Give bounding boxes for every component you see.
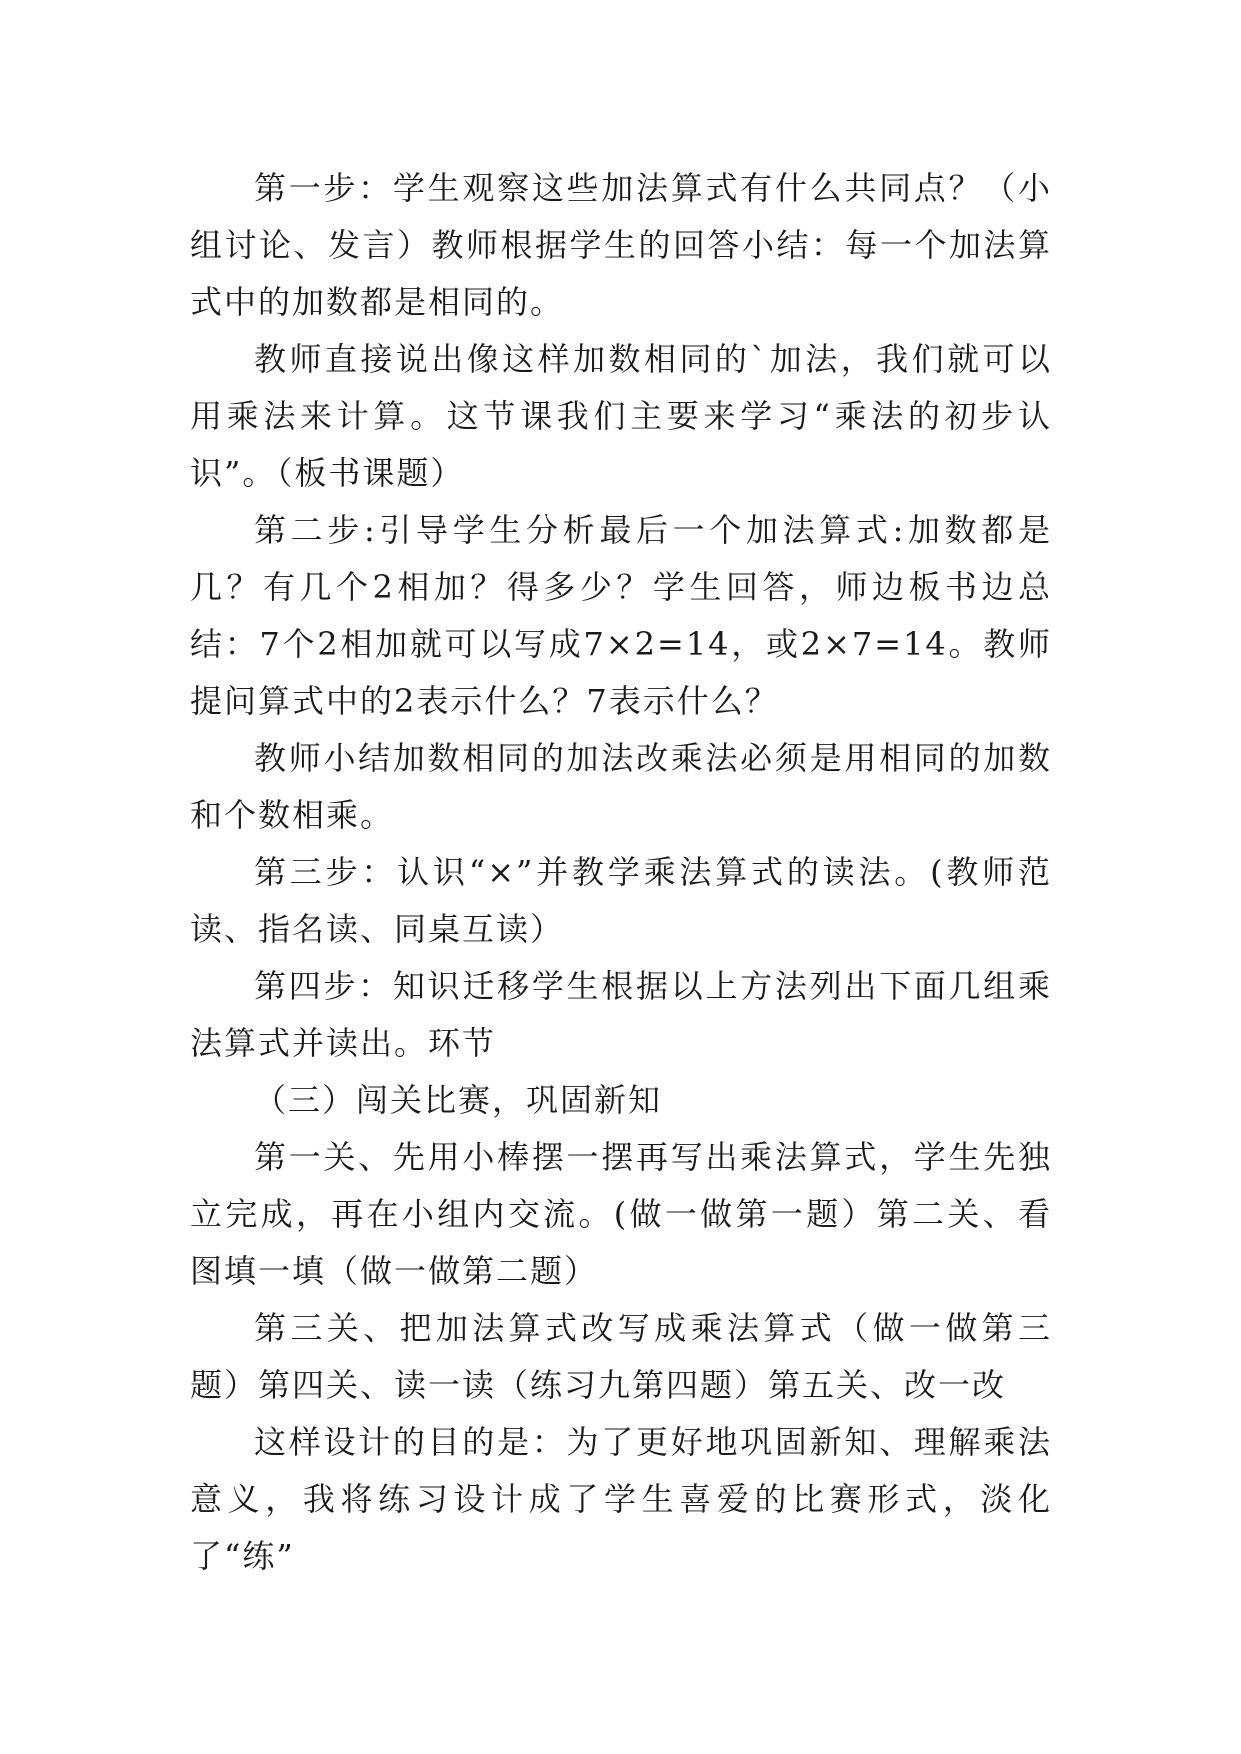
paragraph-teacher-summary: 教师小结加数相同的加法改乘法必须是用相同的加数和个数相乘。	[190, 739, 1052, 834]
paragraph-level-one: 第一关、先用小棒摆一摆再写出乘法算式，学生先独立完成，再在小组内交流。(做一做第一题）第二关、看图填一填（做一做第二题）	[190, 1138, 1052, 1290]
paragraph-step-three: 第三步：认识“×”并教学乘法算式的读法。(教师范读、指名读、同桌互读）	[190, 853, 1052, 948]
paragraph-level-three: 第三关、把加法算式改写成乘法算式（做一做第三题）第四关、读一读（练习九第四题）第五关、改一改	[190, 1309, 1052, 1404]
document-body	[190, 160, 1052, 1585]
paragraph-design-purpose: 这样设计的目的是：为了更好地巩固新知、理解乘法意义，我将练习设计成了学生喜爱的比赛形式，淡化了“练”	[190, 1423, 1052, 1575]
paragraph-step-one: 第一步：学生观察这些加法算式有什么共同点？（小组讨论、发言）教师根据学生的回答小结：每一个加法算式中的加数都是相同的。	[190, 169, 1052, 321]
paragraph-teacher-intro: 教师直接说出像这样加数相同的`加法，我们就可以用乘法来计算。这节课我们主要来学习“乘法的初步认识”。（板书课题）	[190, 340, 1052, 492]
section-heading: （三）闯关比赛，巩固新知	[254, 1081, 663, 1119]
paragraph-step-two: 第二步:引导学生分析最后一个加法算式:加数都是几？有几个2相加？得多少？学生回答，师边板书边总结：7个2相加就可以写成7×2=14，或2×7=14。教师提问算式中的2表示什么？7表示什么？	[190, 511, 1052, 720]
paragraph-step-four: 第四步：知识迁移学生根据以上方法列出下面几组乘法算式并读出。环节	[190, 967, 1052, 1062]
